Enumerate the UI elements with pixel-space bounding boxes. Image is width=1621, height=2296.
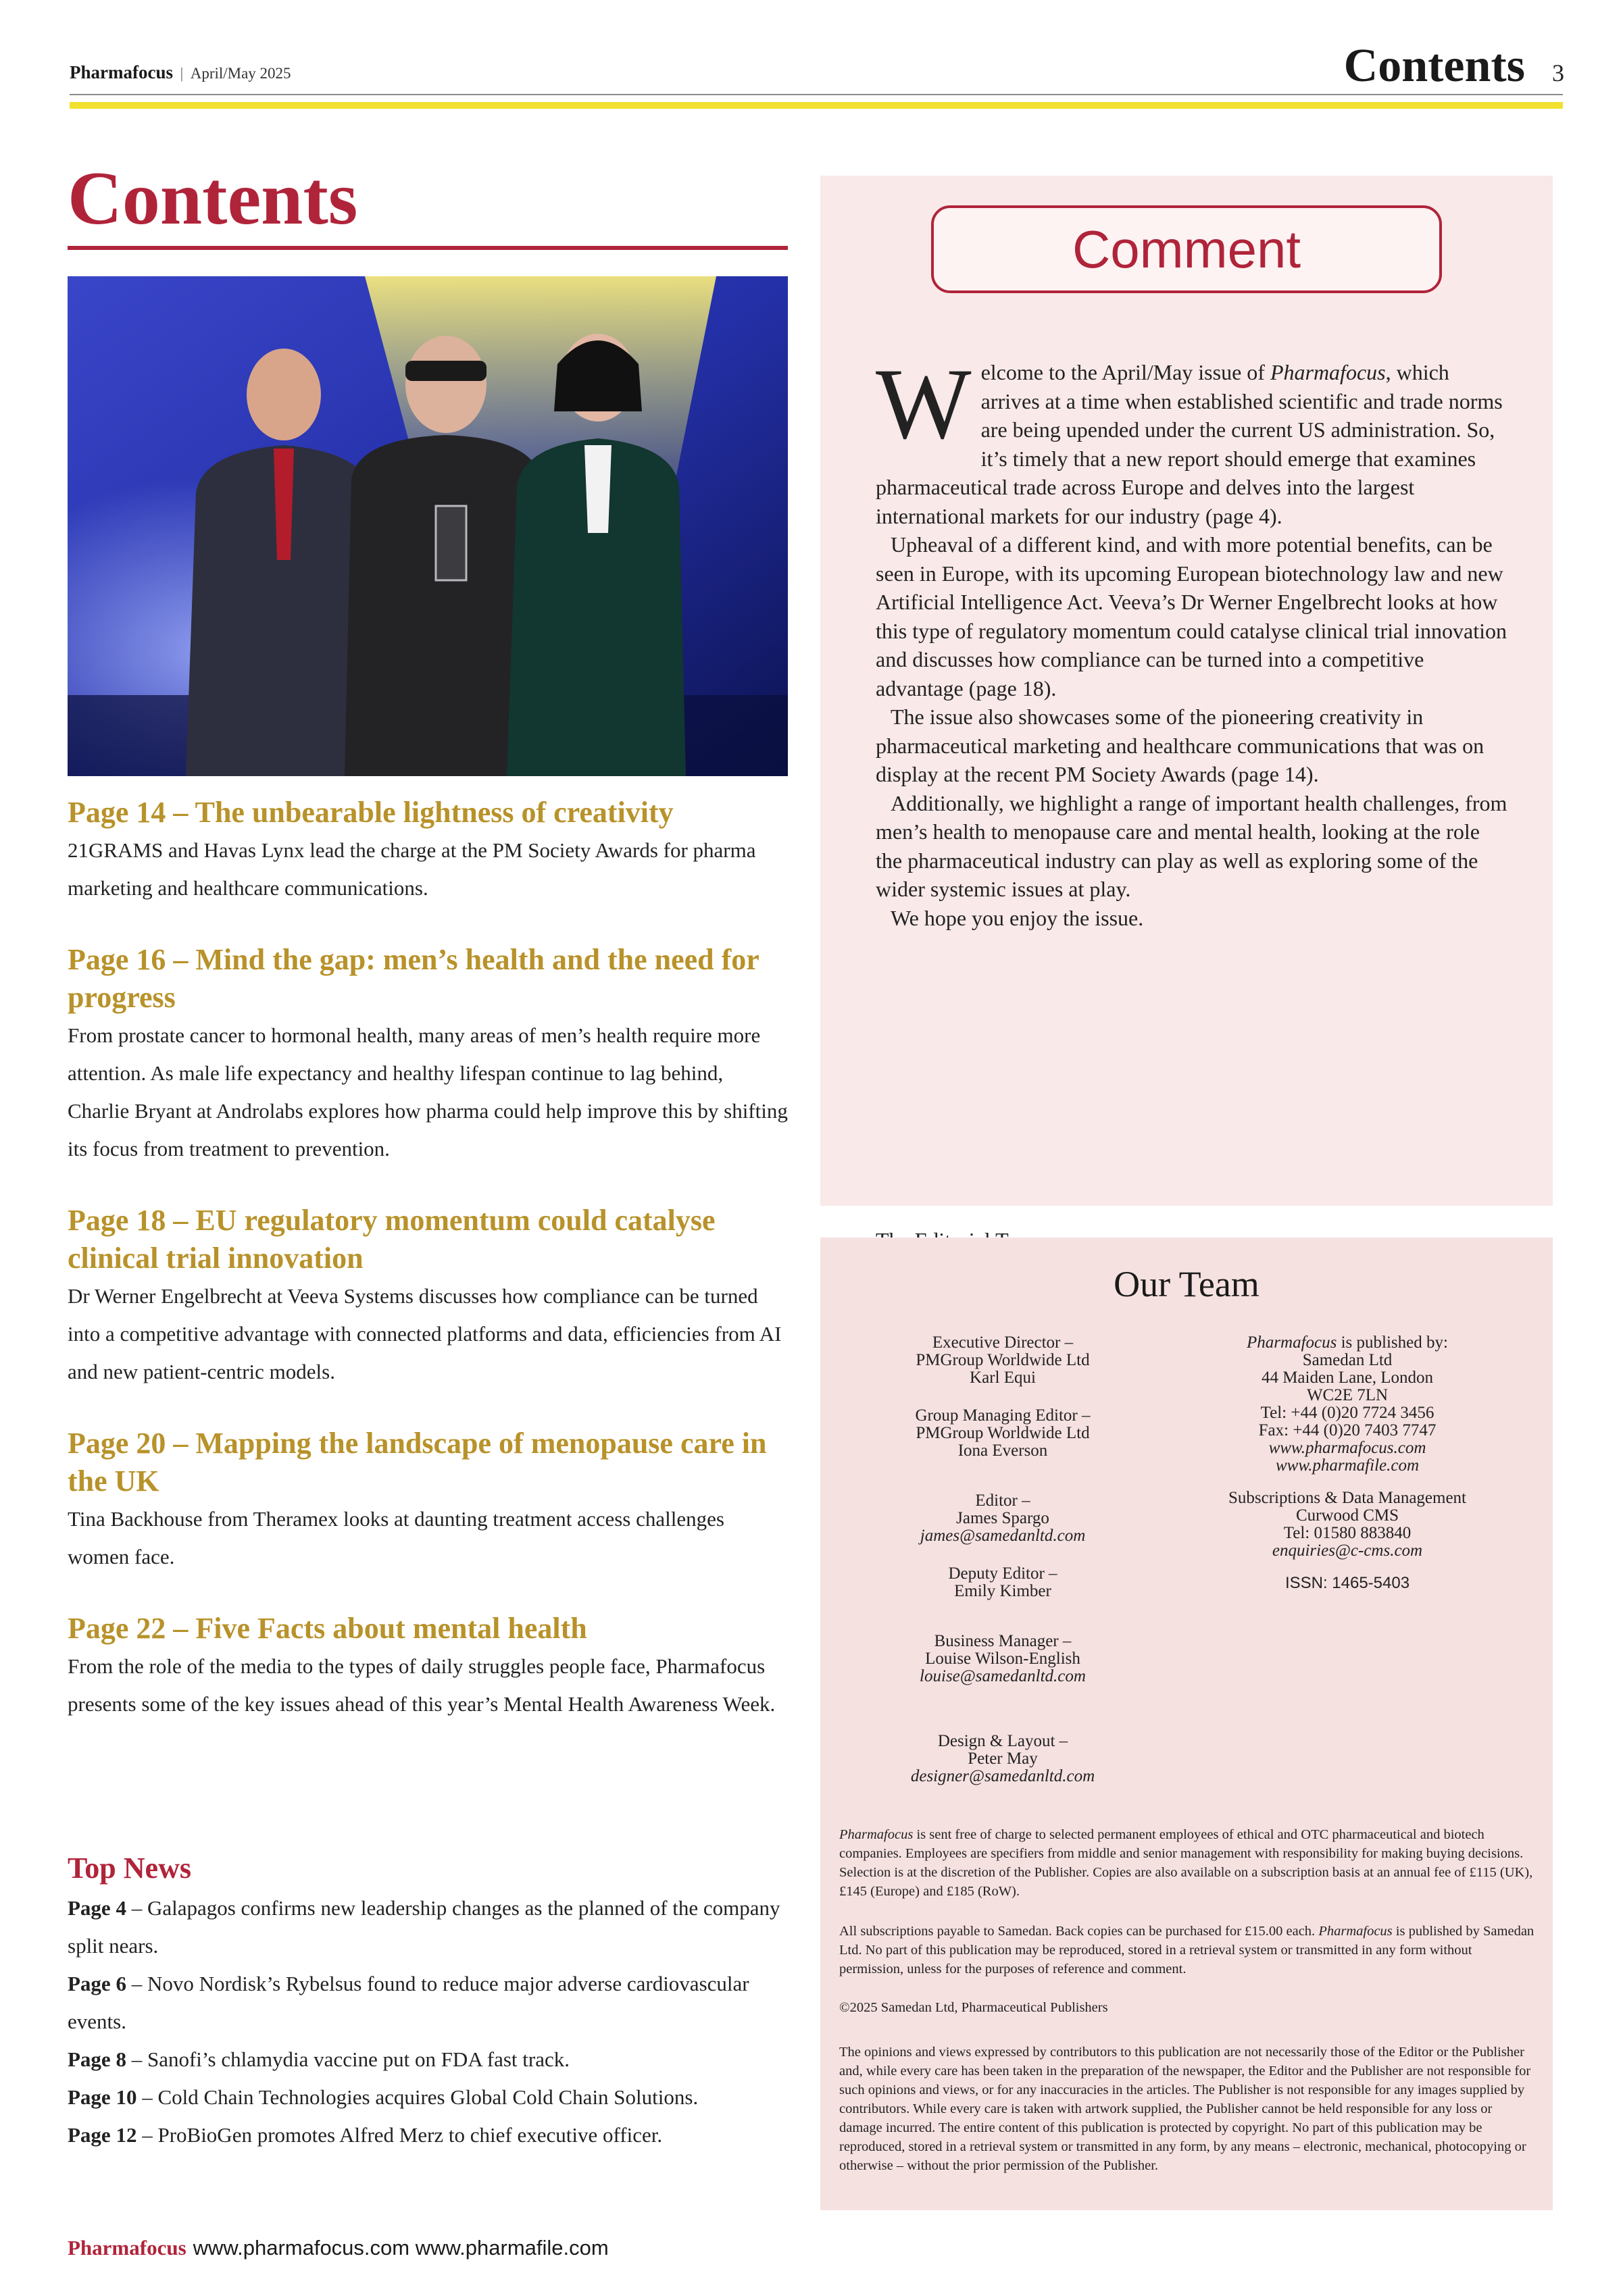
subscriptions-name: Curwood CMS <box>1295 1506 1399 1525</box>
comment-heading <box>931 205 1442 293</box>
header-accent-bar <box>70 102 1563 109</box>
staff-role: Executive Director – <box>932 1333 1074 1352</box>
news-text: – Cold Chain Technologies acquires Global Cold Chain Solutions. <box>136 2085 699 2109</box>
team-title: Our Team <box>1114 1264 1260 1304</box>
article-list <box>68 794 788 1757</box>
publisher-name: Samedan Ltd <box>1302 1351 1393 1369</box>
news-item[interactable] <box>68 1965 797 2041</box>
staff-org: PMGroup Worldwide Ltd <box>916 1351 1090 1369</box>
staff-name: Peter May <box>968 1750 1038 1768</box>
fine-em: Pharmafocus <box>839 1827 914 1842</box>
comment-paragraph: Upheaval of a different kind, and with more potential benefits, can be seen in Europe, with its upcoming European biotechnology law and new Artificial Intelligence Act. Veeva’s Dr Werner Engelbrecht looks at how this type of regulatory momentum could catalyse clinical trial innovation and discusses how compliance can be turned into a competitive advantage (page 18). <box>876 532 1507 700</box>
publisher-fax: Fax: +44 (0)20 7403 7747 <box>1258 1421 1437 1439</box>
subscription-note <box>839 1922 1535 1979</box>
news-text: – Novo Nordisk’s Rybelsus found to reduce major adverse cardiovascular events. <box>68 1972 749 2033</box>
comment-box <box>820 176 1553 1206</box>
header-brand: Pharmafocus <box>70 62 173 82</box>
article-description: From prostate cancer to hormonal health, many areas of men’s health require more attention. As male life expectancy and healthy lifespan continue to lag behind, Charlie Bryant at Androlabs explores how pharma could help improve this by shifting its focus from treatment to prevention. <box>68 1023 788 1160</box>
header-separator: | <box>179 65 184 82</box>
staff-entry <box>868 1492 1138 1545</box>
staff-entry <box>868 1633 1138 1685</box>
staff-name: Iona Everson <box>957 1442 1048 1460</box>
staff-role: Editor – <box>975 1491 1030 1510</box>
publisher-block <box>1185 1334 1510 1475</box>
staff-entry <box>868 1407 1138 1460</box>
comment-heading-text: Comment <box>1072 219 1301 279</box>
news-item[interactable] <box>68 2078 797 2116</box>
running-header <box>70 62 291 83</box>
comment-paragraph: Additionally, we highlight a range of important health challenges, from men’s health to menopause care and mental health, looking at the role the pharmaceutical industry can play as well as exploring some of the wider systemic issues at play. <box>876 790 1507 901</box>
header-section-title: Contents <box>1343 40 1525 92</box>
header-section <box>1344 39 1564 93</box>
article-description: Dr Werner Engelbrecht at Veeva Systems discusses how compliance can be turned into a competitive advantage with connected platforms and data, efficiencies from AI and new patient-centric models. <box>68 1284 782 1383</box>
comment-paragraph: We hope you enjoy the issue. <box>891 905 1144 930</box>
article-description: From the role of the media to the types of daily struggles people face, Pharmafocus presents some of the key issues ahead of this year’s Mental Health Awareness Week. <box>68 1654 776 1716</box>
page-number: 3 <box>1552 59 1564 86</box>
news-page: Page 12 <box>68 2123 137 2147</box>
article-description: 21GRAMS and Havas Lynx lead the charge at the PM Society Awards for pharma marketing and healthcare communications. <box>68 838 756 900</box>
staff-email[interactable]: louise@samedanltd.com <box>920 1667 1086 1685</box>
staff-entry <box>868 1334 1138 1387</box>
top-news <box>68 1851 797 2154</box>
staff-org: PMGroup Worldwide Ltd <box>916 1424 1090 1442</box>
fine-text: is sent free of charge to selected permanent employees of ethical and OTC pharmaceutical and biotech companies. Employees are specifiers from middle and senior management with responsibility for making buying decisions. Selection is at the discretion of the Publisher. Copies are also available on a subscription basis at an annual fee of £115 (UK), £145 (Europe) and £185 (RoW). <box>839 1827 1533 1899</box>
distribution-note <box>839 1825 1535 1901</box>
publisher-website[interactable]: www.pharmafocus.com <box>1268 1439 1426 1457</box>
comment-text-run: , which arrives at a time when established scientific and trade norms are being upended under the current US administration. So, it’s timely that a new report should emerge that examines pharmaceutical trade across Europe and delves into the largest international markets for our industry (page 4). <box>876 360 1503 528</box>
publisher-postcode: WC2E 7LN <box>1306 1386 1389 1404</box>
staff-role: Group Managing Editor – <box>915 1406 1091 1425</box>
article-title[interactable]: Page 20 – Mapping the landscape of menopause care in the UK <box>68 1427 767 1498</box>
award-photo <box>68 276 788 776</box>
article-title[interactable]: Page 16 – Mind the gap: men’s health and the need for progress <box>68 943 759 1014</box>
top-news-title: Top News <box>68 1852 191 1885</box>
publisher-intro-text: is published by: <box>1337 1333 1448 1352</box>
article-title[interactable]: Page 14 – The unbearable lightness of creativity <box>68 796 674 829</box>
staff-name: Karl Equi <box>970 1369 1036 1387</box>
staff-role: Design & Layout – <box>937 1732 1068 1750</box>
fine-text: is published by Samedan Ltd. No part of this publication may be reproduced, stored in a retrieval system or transmitted in any form without permission, unless for the purposes of reference and comment. <box>839 1924 1535 1976</box>
news-page: Page 6 <box>68 1972 126 1995</box>
news-item[interactable] <box>68 1889 797 1965</box>
news-text: – Sanofi’s chlamydia vaccine put on FDA fast track. <box>126 2047 570 2071</box>
staff-role: Deputy Editor – <box>948 1564 1057 1583</box>
publisher-address: 44 Maiden Lane, London <box>1261 1369 1434 1387</box>
publisher-tel: Tel: +44 (0)20 7724 3456 <box>1260 1404 1435 1422</box>
staff-email[interactable]: designer@samedanltd.com <box>910 1767 1095 1785</box>
staff-name: James Spargo <box>956 1509 1049 1527</box>
disclaimer: The opinions and views expressed by contributors to this publication are not necessarily those of the Editor or the Publisher and, while every care has been taken in the preparation of the newspaper, the Editor and the Publisher are not responsible for such opinions and views, or for any inaccuracies in the articles. The Publisher is not responsible for any images supplied by contributors. While every care is taken with artwork supplied, the Publisher cannot be held responsible for any loss or damage incurred. The entire content of this publication is protected by copyright. No part of this publication may be reproduced, stored in a retrieval system or transmitted in any form, by any means – electronic, mechanical, photocopying or otherwise – without the prior permission of the Publisher. <box>839 2045 1531 2173</box>
title-rule <box>68 246 788 250</box>
news-item[interactable] <box>68 2116 797 2154</box>
comment-paragraph <box>876 348 1511 530</box>
staff-name: Emily Kimber <box>954 1582 1051 1600</box>
page-title: Contents <box>68 157 358 240</box>
article-title[interactable]: Page 18 – EU regulatory momentum could catalyse clinical trial innovation <box>68 1204 716 1275</box>
article-entry[interactable] <box>68 794 788 907</box>
publisher-website[interactable]: www.pharmafile.com <box>1275 1456 1420 1475</box>
news-item[interactable] <box>68 2041 797 2078</box>
article-description: Tina Backhouse from Theramex looks at daunting treatment access challenges women face. <box>68 1507 724 1568</box>
header-issue: April/May 2025 <box>190 65 291 82</box>
subscriptions-block <box>1185 1489 1510 1560</box>
header-rule <box>70 94 1563 95</box>
comment-body <box>876 348 1511 932</box>
article-entry[interactable] <box>68 941 788 1168</box>
staff-email[interactable]: james@samedanltd.com <box>920 1527 1086 1545</box>
subscriptions-email[interactable]: enquiries@c-cms.com <box>1272 1541 1423 1560</box>
footer-urls[interactable]: www.pharmafocus.com www.pharmafile.com <box>193 2236 609 2260</box>
fine-em: Pharmafocus <box>1318 1924 1393 1939</box>
article-entry[interactable] <box>68 1610 788 1723</box>
comment-paragraph: The issue also showcases some of the pioneering creativity in pharmaceutical marketing and healthcare communications that was on display at the recent PM Society Awards (page 14). <box>876 705 1485 786</box>
article-entry[interactable] <box>68 1425 788 1576</box>
article-entry[interactable] <box>68 1202 788 1391</box>
staff-name: Louise Wilson-English <box>925 1650 1080 1668</box>
fine-text: All subscriptions payable to Samedan. Back copies can be purchased for £15.00 each. <box>839 1924 1319 1939</box>
news-page: Page 4 <box>68 1896 126 1920</box>
drop-cap: W <box>876 348 972 460</box>
publisher-intro-em: Pharmafocus <box>1247 1333 1337 1352</box>
news-page: Page 10 <box>68 2085 137 2109</box>
publisher-info <box>1185 1334 1510 1592</box>
issn: ISSN: 1465-5403 <box>1285 1574 1410 1592</box>
article-title[interactable]: Page 22 – Five Facts about mental health <box>68 1612 587 1645</box>
staff-entry <box>868 1733 1138 1785</box>
comment-text-em: Pharmafocus <box>1270 360 1386 384</box>
subscriptions-title: Subscriptions & Data Management <box>1228 1489 1466 1507</box>
news-page: Page 8 <box>68 2047 126 2071</box>
footer-brand: Pharmafocus <box>68 2236 186 2260</box>
news-text: – Galapagos confirms new leadership changes as the planned of the company split nears. <box>68 1896 780 1958</box>
news-text: – ProBioGen promotes Alfred Merz to chief executive officer. <box>136 2123 663 2147</box>
subscriptions-tel: Tel: 01580 883840 <box>1283 1524 1412 1542</box>
staff-role: Business Manager – <box>934 1632 1072 1650</box>
comment-text-run: elcome to the April/May issue of <box>980 360 1270 384</box>
staff-entry <box>868 1565 1138 1600</box>
copyright: ©2025 Samedan Ltd, Pharmaceutical Publishers <box>839 2000 1108 2015</box>
staff-list <box>868 1334 1138 1806</box>
team-box <box>820 1238 1553 2210</box>
page-footer <box>68 2236 609 2260</box>
publisher-intro <box>1185 1334 1510 1352</box>
